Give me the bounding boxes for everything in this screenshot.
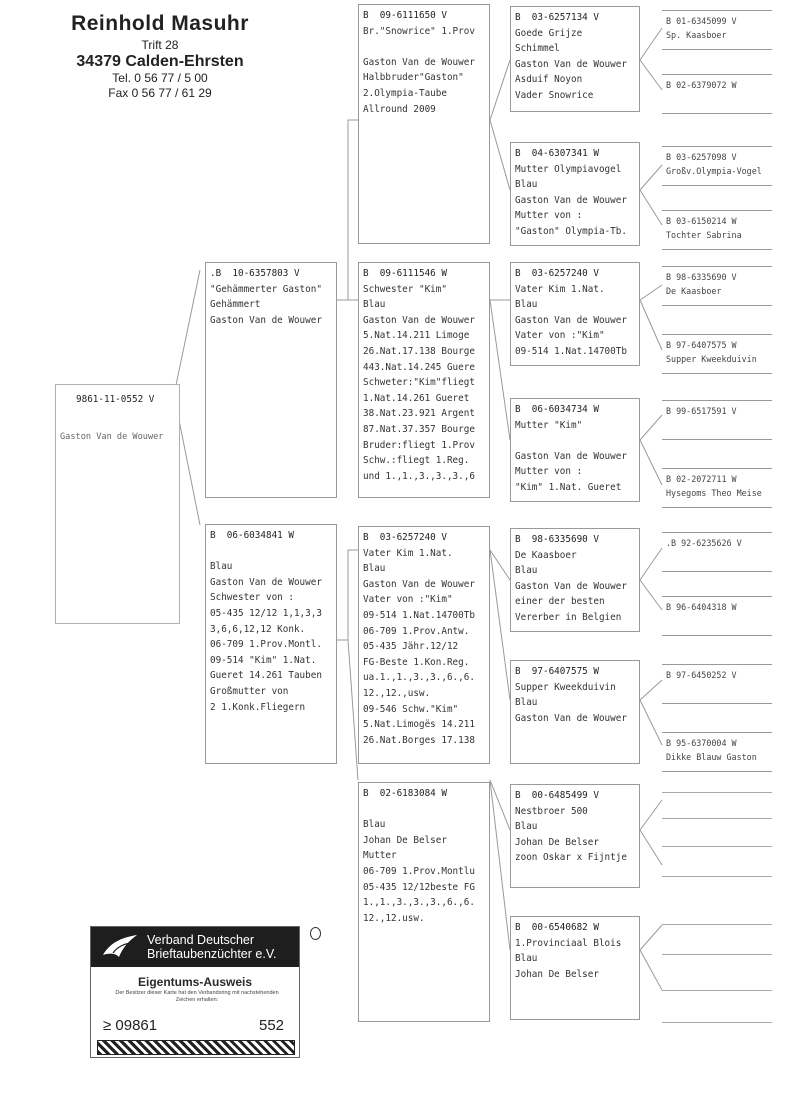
mother-line: 3,6,6,12,12 Konk. — [210, 623, 306, 635]
card-org-line1: Verband Deutscher — [147, 933, 255, 947]
gg-line: Blau — [515, 565, 538, 577]
ggg-ring-number: B 99-6517591 V — [666, 406, 737, 416]
ggg-ring-number: B 96-6404318 W — [666, 602, 737, 612]
grandmother-paternal-card — [358, 262, 490, 498]
mm-line: Blau — [363, 819, 386, 831]
card-ring-number: ≥ 09861 — [103, 1017, 158, 1034]
gg-line: Mutter von : — [515, 466, 583, 478]
gg-line: Blau — [515, 179, 538, 191]
gg-line: "Gaston" Olympia-Tb. — [515, 225, 627, 237]
grandfather-paternal-card — [358, 4, 490, 244]
card-header-band — [91, 927, 299, 967]
father-line: Gaston Van de Wouwer — [210, 314, 322, 326]
mother-line: 06-709 1.Prov.Montl. — [210, 639, 322, 651]
ff-line: Halbbruder"Gaston" — [363, 72, 464, 84]
breeder-phone: Tel. 0 56 77 / 5 00 — [112, 71, 208, 85]
empty-ggg-slot — [662, 990, 772, 991]
ggg-entry — [662, 146, 772, 186]
empty-ggg-slot — [662, 1022, 772, 1023]
mother-line: Großmutter von — [210, 685, 289, 697]
mm-line: 1.,1.,3.,3.,3.,6.,6. — [363, 897, 475, 909]
gg-line: Gaston Van de Wouwer — [515, 580, 627, 592]
ff-line — [363, 39, 485, 55]
gg-line: De Kaasboer — [515, 549, 577, 561]
gg-line: Nestbroer 500 — [515, 805, 588, 817]
mm-line: 06-709 1.Prov.Montlu — [363, 865, 475, 877]
mf-line: Vater von :"Kim" — [363, 594, 453, 606]
mf-line: 26.Nat.Borges 17.138 — [363, 734, 475, 746]
mf-line: Vater Kim 1.Nat. — [363, 547, 453, 559]
empty-ggg-slot — [662, 846, 772, 847]
breeder-name: Reinhold Masuhr — [71, 12, 249, 35]
ff-line: Br."Snowrice" 1.Prov — [363, 25, 475, 37]
ggg-entry — [662, 596, 772, 636]
fm-line: 1.Nat.14.261 Gueret — [363, 392, 470, 404]
mother-line: 09-514 "Kim" 1.Nat. — [210, 654, 317, 666]
mf-line: 12.,12.,usw. — [363, 687, 431, 699]
gg-line: 09-514 1.Nat.14700Tb — [515, 345, 627, 357]
great-grandparent-card — [510, 528, 640, 632]
ggg-ring-number: B 97-6407575 W — [666, 340, 737, 350]
ggg-ring-number: B 98-6335690 V — [666, 272, 737, 282]
mother-line: Blau — [210, 561, 233, 573]
subject-breeder: Gaston Van de Wouwer — [60, 431, 164, 442]
ggg-entry — [662, 664, 772, 704]
ggg-entry — [662, 334, 772, 374]
gg-line: Vererber in Belgien — [515, 611, 622, 623]
gg-line: Vader Snowrice — [515, 89, 594, 101]
gg-line: Goede Grijze — [515, 27, 583, 39]
breeder-city: 34379 Calden-Ehrsten — [76, 53, 244, 70]
ggg-entry — [662, 210, 772, 250]
ff-line: 2.Olympia-Taube — [363, 87, 447, 99]
great-grandparent-card — [510, 398, 640, 502]
gg-line: Gaston Van de Wouwer — [515, 194, 627, 206]
great-grandparent-card — [510, 784, 640, 888]
grandmother-maternal-card — [358, 782, 490, 1022]
circle-mark-icon — [310, 927, 321, 940]
mother-card — [205, 524, 337, 764]
ggg-entry — [662, 10, 772, 50]
father-line: Gehämmert — [210, 299, 261, 311]
mm-line: 12.,12.usw. — [363, 912, 425, 924]
fm-line: 38.Nat.23.921 Argent — [363, 408, 475, 420]
fm-line: 5.Nat.14.211 Limoge — [363, 330, 470, 342]
gg-ring-number: B 97-6407575 W — [515, 666, 599, 677]
gg-line: Schimmel — [515, 43, 560, 55]
ggg-entry — [662, 532, 772, 572]
ownership-card — [90, 926, 300, 1058]
mf-line: FG-Beste 1.Kon.Reg. — [363, 656, 470, 668]
empty-ggg-slot — [662, 876, 772, 877]
gg-line: Asduif Noyon — [515, 74, 583, 86]
mm-ring-number: B 02-6183084 W — [363, 788, 447, 799]
mf-line: 5.Nat.Limogës 14.211 — [363, 719, 475, 731]
mf-line: Gaston Van de Wouwer — [363, 578, 475, 590]
gg-line: Gaston Van de Wouwer — [515, 712, 627, 724]
father-ring-number: .B 10-6357803 V — [210, 268, 300, 279]
empty-ggg-slot — [662, 924, 772, 925]
great-grandparent-card — [510, 142, 640, 246]
gg-line: Vater von :"Kim" — [515, 330, 605, 342]
ggg-note: De Kaasboer — [666, 286, 722, 296]
ggg-note: Tochter Sabrina — [666, 230, 742, 240]
ggg-note: Sp. Kaasboer — [666, 30, 727, 40]
gg-line: Johan De Belser — [515, 968, 599, 980]
subject-pigeon-card — [55, 384, 180, 624]
mf-line: ua.1.,1.,3.,3.,6.,6. — [363, 672, 475, 684]
fm-ring-number: B 09-6111546 W — [363, 268, 447, 279]
fm-line: 443.Nat.14.245 Guere — [363, 361, 475, 373]
father-line: "Gehämmerter Gaston" — [210, 283, 322, 295]
gg-ring-number: B 00-6540682 W — [515, 922, 599, 933]
ggg-ring-number: B 03-6150214 W — [666, 216, 737, 226]
empty-ggg-slot — [662, 792, 772, 793]
card-ring-suffix: 552 — [259, 1017, 285, 1034]
gg-line: Supper Kweekduivin — [515, 681, 616, 693]
gg-line: Blau — [515, 821, 538, 833]
fm-line: Gaston Van de Wouwer — [363, 314, 475, 326]
great-grandparent-card — [510, 916, 640, 1020]
ggg-ring-number: B 95-6370004 W — [666, 738, 737, 748]
card-title: Eigentums-Ausweis — [137, 975, 253, 989]
gg-line: Blau — [515, 953, 538, 965]
mother-ring-number: B 06-6034841 W — [210, 530, 294, 541]
gg-line: Vater Kim 1.Nat. — [515, 283, 605, 295]
mm-line: Johan De Belser — [363, 834, 447, 846]
ggg-note: Supper Kweekduivin — [666, 354, 757, 364]
gg-line: Johan De Belser — [515, 836, 599, 848]
mf-line: 05-435 Jähr.12/12 — [363, 641, 459, 653]
great-grandparent-card — [510, 262, 640, 366]
gg-line: einer der besten — [515, 596, 605, 608]
ggg-entry — [662, 468, 772, 508]
fm-line: Blau — [363, 299, 386, 311]
mf-ring-number: B 03-6257240 V — [363, 532, 447, 543]
mm-line: 05-435 12/12beste FG — [363, 881, 475, 893]
gg-line: Mutter von : — [515, 210, 583, 222]
mf-line: 09-546 Schw."Kim" — [363, 703, 459, 715]
mm-line — [363, 802, 485, 818]
mother-line — [210, 544, 332, 560]
ggg-entry — [662, 74, 772, 114]
pigeon-logo-icon — [99, 931, 141, 963]
mother-line: Gueret 14.261 Tauben — [210, 670, 322, 682]
fm-line: Schwester "Kim" — [363, 283, 447, 295]
mf-line: 09-514 1.Nat.14700Tb — [363, 609, 475, 621]
gg-line: Gaston Van de Wouwer — [515, 450, 627, 462]
subject-ring-number: 9861-11-0552 V — [76, 394, 155, 405]
ggg-ring-number: .B 92-6235626 V — [666, 538, 742, 548]
ggg-ring-number: B 03-6257098 V — [666, 152, 737, 162]
mother-line: 2 1.Konk.Fliegern — [210, 701, 306, 713]
fm-line: 87.Nat.37.357 Bourge — [363, 423, 475, 435]
ggg-ring-number: B 97-6450252 V — [666, 670, 737, 680]
ggg-ring-number: B 02-6379072 W — [666, 80, 737, 90]
empty-ggg-slot — [662, 954, 772, 955]
gg-line: Gaston Van de Wouwer — [515, 58, 627, 70]
ggg-note: Hysegoms Theo Meise — [666, 488, 762, 498]
great-grandparent-card — [510, 660, 640, 764]
breeder-address — [40, 12, 280, 101]
gg-line — [515, 433, 635, 449]
gg-ring-number: B 04-6307341 W — [515, 148, 599, 159]
father-card — [205, 262, 337, 498]
card-org-name — [147, 933, 277, 961]
ggg-entry — [662, 400, 772, 440]
ggg-note: Großv.Olympia-Vogel — [666, 166, 762, 176]
breeder-street: Trift 28 — [141, 38, 179, 52]
gg-line: Mutter Olympiavogel — [515, 163, 622, 175]
fm-line: Schw.:fliegt 1.Reg. — [363, 455, 470, 467]
breeder-fax: Fax 0 56 77 / 61 29 — [108, 86, 212, 100]
gg-ring-number: B 03-6257134 V — [515, 12, 599, 23]
ff-line: Gaston Van de Wouwer — [363, 56, 475, 68]
ggg-entry — [662, 266, 772, 306]
mother-line: 05-435 12/12 1,1,3,3 — [210, 607, 322, 619]
gg-line: Mutter "Kim" — [515, 419, 583, 431]
mm-line: Mutter — [363, 850, 397, 862]
grandfather-maternal-card — [358, 526, 490, 764]
ggg-ring-number: B 02-2072711 W — [666, 474, 737, 484]
ggg-note: Dikke Blauw Gaston — [666, 752, 757, 762]
card-note: Der Besitzer dieser Karte hat den Verbandsring mit nachstehenden Zeichen erhalten: — [115, 990, 279, 1003]
gg-ring-number: B 06-6034734 W — [515, 404, 599, 415]
gg-line: Gaston Van de Wouwer — [515, 314, 627, 326]
ggg-ring-number: B 01-6345099 V — [666, 16, 737, 26]
mother-line: Gaston Van de Wouwer — [210, 576, 322, 588]
gg-line: Blau — [515, 299, 538, 311]
empty-ggg-slot — [662, 818, 772, 819]
gg-line: zoon Oskar x Fijntje — [515, 852, 627, 864]
great-grandparent-card — [510, 6, 640, 112]
fm-line: Bruder:fliegt 1.Prov — [363, 439, 475, 451]
fm-line: Schweter:"Kim"fliegt — [363, 377, 475, 389]
card-org-line2: Brieftaubenzüchter e.V. — [147, 947, 277, 961]
fm-line: 26.Nat.17.138 Bourge — [363, 345, 475, 357]
gg-ring-number: B 03-6257240 V — [515, 268, 599, 279]
gg-line: 1.Provinciaal Blois — [515, 937, 622, 949]
mf-line: 06-709 1.Prov.Antw. — [363, 625, 470, 637]
gg-ring-number: B 00-6485499 V — [515, 790, 599, 801]
ff-line: Allround 2009 — [363, 103, 436, 115]
ff-ring-number: B 09-6111650 V — [363, 10, 447, 21]
gg-line: Blau — [515, 697, 538, 709]
ggg-entry — [662, 732, 772, 772]
fm-line: und 1.,1.,3.,3.,3.,6 — [363, 470, 475, 482]
card-pattern-strip — [97, 1040, 295, 1055]
mf-line: Blau — [363, 563, 386, 575]
gg-line: "Kim" 1.Nat. Gueret — [515, 481, 622, 493]
mother-line: Schwester von : — [210, 592, 294, 604]
gg-ring-number: B 98-6335690 V — [515, 534, 599, 545]
